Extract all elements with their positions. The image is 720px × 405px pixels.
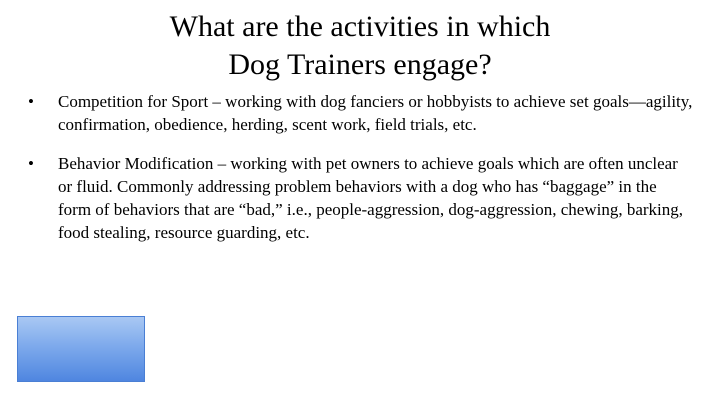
title-line-1: What are the activities in which [169,10,551,43]
blue-gradient-box [17,316,145,382]
bullet-item-behavior-modification [28,152,693,244]
title-line-2: Dog Trainers engage? [228,48,492,81]
bullet-text: Competition for Sport – working with dog fanciers or hobbyists to achieve set goals—agility, confirmation, obedience, herding, scent work, field trials, etc. [58,92,693,134]
slide-title [60,8,660,84]
bullet-list [28,90,693,260]
bullet-text: Behavior Modification – working with pet owners to achieve goals which are often unclear or fluid. Commonly addressing problem behaviors with a dog who has “baggage” in the form of behaviors that are “bad,” i.e., people-aggression, dog-aggression, chewing, barking, food stealing, resource guarding, etc. [58,154,684,242]
bullet-marker-icon: • [28,154,34,173]
bullet-marker-icon: • [28,92,34,111]
bullet-item-competition [28,90,693,136]
